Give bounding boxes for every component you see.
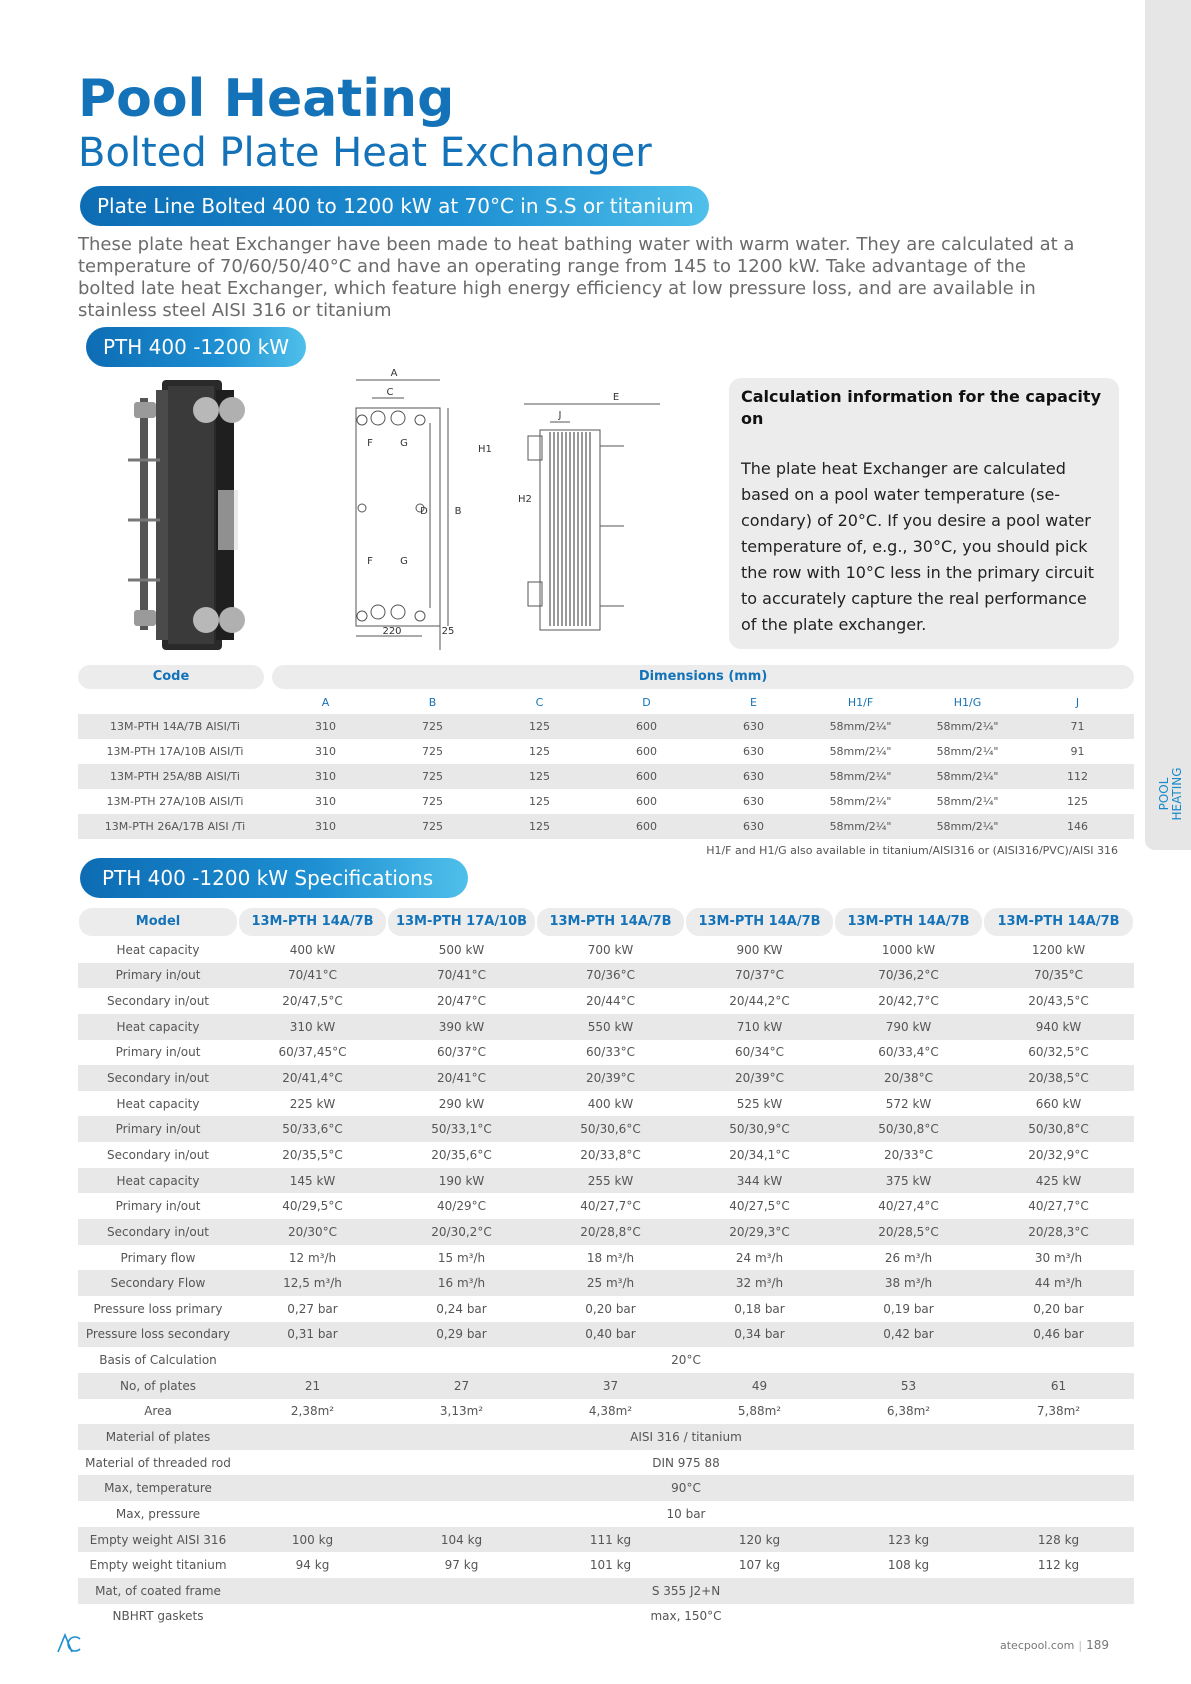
dims-column-header: E	[750, 695, 757, 709]
dimension-cell: 58mm/2¼"	[914, 814, 1021, 839]
spec-value-cell: 225 kW	[289, 1096, 336, 1111]
spec-value-cell: 500 kW	[438, 942, 485, 957]
spec-value-cell: 20/39°C	[685, 1065, 834, 1091]
spec-value-cell: 24 m³/h	[735, 1250, 784, 1265]
drawing-label-h1: H1	[478, 444, 492, 455]
spec-value-cell: 30 m³/h	[1034, 1250, 1083, 1265]
spec-value-cell: 111 kg	[536, 1527, 685, 1553]
spec-shared-value-cell: 20°C	[671, 1353, 701, 1368]
spec-value-cell: 7,38m²	[1036, 1404, 1081, 1419]
table-row	[78, 1245, 1134, 1271]
table-row	[78, 1168, 1134, 1194]
spec-value-cell: 70/41°C	[387, 963, 536, 989]
dimension-cell: 125	[486, 764, 593, 789]
footer-url: atecpool.com	[1000, 1639, 1075, 1652]
dims-column-header: B	[428, 695, 437, 709]
dimension-cell: 725	[379, 714, 486, 739]
dimension-cell: 600	[593, 714, 700, 739]
dimensions-table	[78, 664, 1134, 839]
spec-value-cell: 310 kW	[238, 1014, 387, 1040]
dimension-cell: 630	[743, 795, 764, 808]
table-row	[78, 1322, 1134, 1348]
dimensions-footnote: H1/F and H1/G also available in titanium/AISI316 or (AISI316/PVC)/AISI 316	[706, 844, 1118, 857]
spec-value-cell: 3,13m²	[439, 1404, 484, 1419]
spec-value-cell: 40/27,7°C	[580, 1199, 641, 1214]
side-tab-label-wrap	[1157, 752, 1184, 836]
dims-column-header: D	[642, 695, 651, 709]
spec-value-cell: 572 kW	[885, 1096, 932, 1111]
dims-blank-header	[78, 690, 272, 714]
spec-value-cell: 20/38°C	[834, 1065, 983, 1091]
spec-label-cell: Material of threaded rod	[85, 1455, 231, 1470]
spec-shared-value-cell: 90°C	[238, 1475, 1134, 1501]
spec-shared-value-cell: max, 150°C	[650, 1609, 722, 1624]
spec-value-cell: 70/36,2°C	[834, 963, 983, 989]
dims-column-header: H1/F	[847, 695, 874, 709]
dimension-cell: 58mm/2¼"	[936, 795, 999, 808]
spec-value-cell: 20/38,5°C	[983, 1065, 1134, 1091]
table-row	[78, 1578, 1134, 1604]
spec-value-cell: 20/47,5°C	[282, 994, 343, 1009]
dims-column-header: A	[321, 695, 330, 709]
model-column-header: 13M-PTH 14A/7B	[537, 908, 684, 936]
spec-value-cell: 5,88m²	[737, 1404, 782, 1419]
dimension-cell: 125	[486, 814, 593, 839]
spec-value-cell: 20/32,9°C	[1028, 1147, 1089, 1162]
spec-value-cell: 20/44°C	[586, 994, 635, 1009]
spec-label-cell: Pressure loss secondary	[78, 1322, 238, 1348]
spec-value-cell: 123 kg	[834, 1527, 983, 1553]
table-row	[78, 1142, 1134, 1168]
footer	[1000, 1638, 1109, 1652]
spec-value-cell: 4,38m²	[588, 1404, 633, 1419]
spec-value-cell: 0,34 bar	[685, 1322, 834, 1348]
spec-value-cell: 400 kW	[587, 1096, 634, 1111]
spec-label-cell: Empty weight titanium	[89, 1558, 227, 1573]
dimension-cell: 58mm/2¼"	[807, 814, 914, 839]
dimension-cell: 58mm/2¼"	[807, 714, 914, 739]
spec-value-cell: 104 kg	[387, 1527, 536, 1553]
table-row	[78, 764, 1134, 789]
table-row	[78, 1424, 1134, 1450]
spec-shared-value-cell: AISI 316 / titanium	[238, 1424, 1134, 1450]
dimension-cell: 310	[272, 764, 379, 789]
dimension-cell: 630	[700, 714, 807, 739]
model-code-cell: 13M-PTH 27A/10B AISI/Ti	[106, 795, 244, 808]
info-body: The plate heat Exchanger are calculated based on a pool water temperature (se-condary) of 20°C. If you desire a pool water temperature of, e.g., 30°C, you should pick the row with 10°C less in the primary circuit to accurately capture the real performance of the plate exchanger.	[741, 459, 1095, 634]
spec-value-cell: 0,18 bar	[734, 1301, 785, 1316]
dims-column-header: C	[535, 695, 544, 709]
table-row	[78, 714, 1134, 739]
drawing-label-f-bottom: F	[367, 556, 373, 567]
spec-value-cell: 40/29,5°C	[282, 1199, 343, 1214]
spec-value-cell: 0,20 bar	[1033, 1301, 1084, 1316]
table-row	[78, 1270, 1134, 1296]
intro-paragraph: These plate heat Exchanger have been made to heat bathing water with warm water. They are calculated at a temperature of 70/60/50/40°C and have an operating range from 145 to 1200 kW. Take advantage of the bolted late heat Exchanger, which feature high energy efficiency at low pressure loss, and are available in stainless steel AISI 316 or titanium	[78, 234, 1075, 321]
spec-label-cell: Heat capacity	[78, 1014, 238, 1040]
spec-value-cell: 20/29,3°C	[685, 1219, 834, 1245]
spec-value-cell: 20/30°C	[238, 1219, 387, 1245]
table-row	[78, 988, 1134, 1014]
spec-value-cell: 900 KW	[736, 942, 783, 957]
spec-value-cell: 32 m³/h	[685, 1270, 834, 1296]
spec-label-cell: Secondary in/out	[107, 994, 209, 1009]
table-row	[78, 1219, 1134, 1245]
spec-value-cell: 49	[685, 1373, 834, 1399]
table-row	[78, 963, 1134, 989]
drawing-label-25: 25	[441, 626, 455, 637]
spec-value-cell: 790 kW	[834, 1014, 983, 1040]
spec-label-cell: Primary in/out	[115, 1045, 201, 1060]
dimension-cell: 71	[1021, 714, 1134, 739]
spec-value-cell: 108 kg	[887, 1558, 930, 1573]
dimension-cell: 310	[272, 714, 379, 739]
spec-value-cell: 37	[536, 1373, 685, 1399]
info-title: Calculation information for the capacity on	[741, 387, 1101, 428]
table-row	[78, 937, 1134, 963]
spec-label-cell: Primary in/out	[78, 1116, 238, 1142]
spec-value-cell: 53	[834, 1373, 983, 1399]
spec-label-cell: Area	[144, 1404, 172, 1419]
drawing-label-d: D	[420, 506, 428, 517]
spec-value-cell: 0,42 bar	[834, 1322, 983, 1348]
dimension-cell: 725	[379, 764, 486, 789]
table-row	[78, 789, 1134, 814]
spec-label-cell: Secondary in/out	[78, 1219, 238, 1245]
spec-value-cell: 710 kW	[685, 1014, 834, 1040]
spec-label-cell: Secondary Flow	[78, 1270, 238, 1296]
dimension-cell: 310	[272, 814, 379, 839]
spec-shared-value-cell: 10 bar	[666, 1506, 706, 1521]
model-code-cell: 13M-PTH 25A/8B AISI/Ti	[78, 764, 272, 789]
model-column-header: 13M-PTH 17A/10B	[388, 908, 535, 936]
spec-value-cell: 0,29 bar	[387, 1322, 536, 1348]
spec-value-cell: 27	[387, 1373, 536, 1399]
spec-value-cell: 6,38m²	[886, 1404, 931, 1419]
dimension-cell: 146	[1021, 814, 1134, 839]
table-row	[78, 1475, 1134, 1501]
dimension-cell: 58mm/2¼"	[936, 745, 999, 758]
model-header: Model	[79, 908, 237, 936]
product-photo	[120, 380, 270, 650]
spec-label-cell: Pressure loss primary	[93, 1301, 223, 1316]
side-dimension-drawing	[478, 386, 670, 650]
model-column-header: 13M-PTH 14A/7B	[686, 908, 833, 936]
spec-value-cell: 2,38m²	[290, 1404, 335, 1419]
spec-label-cell: Mat, of coated frame	[78, 1578, 238, 1604]
dimension-cell: 600	[636, 795, 657, 808]
drawing-label-g-top: G	[400, 438, 408, 449]
spec-shared-value-cell: DIN 975 88	[652, 1455, 720, 1470]
dimension-cell: 58mm/2¼"	[807, 764, 914, 789]
spec-value-cell: 20/39°C	[536, 1065, 685, 1091]
drawing-label-c: C	[386, 387, 394, 398]
spec-value-cell: 20/34,1°C	[729, 1147, 790, 1162]
spec-value-cell: 70/35°C	[983, 963, 1134, 989]
spec-value-cell: 375 kW	[834, 1168, 983, 1194]
spec-value-cell: 40/27,5°C	[729, 1199, 790, 1214]
spec-value-cell: 20/41°C	[387, 1065, 536, 1091]
model-code-cell: 13M-PTH 17A/10B AISI/Ti	[106, 745, 244, 758]
table-row	[78, 1040, 1134, 1066]
spec-value-cell: 12,5 m³/h	[238, 1270, 387, 1296]
spec-value-cell: 660 kW	[1035, 1096, 1082, 1111]
spec-label-cell: Heat capacity	[116, 1096, 200, 1111]
spec-value-cell: 40/27,7°C	[1028, 1199, 1089, 1214]
spec-value-cell: 101 kg	[589, 1558, 632, 1573]
spec-value-cell: 190 kW	[387, 1168, 536, 1194]
spec-value-cell: 425 kW	[983, 1168, 1134, 1194]
spec-value-cell: 21	[238, 1373, 387, 1399]
dimension-cell: 600	[636, 745, 657, 758]
spec-value-cell: 20/35,5°C	[282, 1147, 343, 1162]
spec-value-cell: 128 kg	[983, 1527, 1134, 1553]
dimension-cell: 725	[422, 795, 443, 808]
spec-label-cell: Basis of Calculation	[99, 1353, 217, 1368]
spec-value-cell: 20/35,6°C	[431, 1147, 492, 1162]
spec-value-cell: 25 m³/h	[536, 1270, 685, 1296]
calculation-info-box	[729, 378, 1119, 649]
spec-value-cell: 50/30,8°C	[834, 1116, 983, 1142]
spec-value-cell: 50/33,6°C	[238, 1116, 387, 1142]
spec-value-cell: 400 kW	[289, 942, 336, 957]
section-heading-specifications: PTH 400 -1200 kW Specifications	[80, 858, 468, 898]
spec-value-cell: 0,24 bar	[436, 1301, 487, 1316]
table-row	[78, 1501, 1134, 1527]
dimension-cell: 600	[593, 764, 700, 789]
range-banner: Plate Line Bolted 400 to 1200 kW at 70°C in S.S or titanium	[80, 186, 709, 226]
spec-value-cell: 255 kW	[536, 1168, 685, 1194]
spec-value-cell: 0,19 bar	[883, 1301, 934, 1316]
model-column-header: 13M-PTH 14A/7B	[239, 908, 386, 936]
dimension-cell: 58mm/2¼"	[829, 795, 892, 808]
dimension-cell: 125	[486, 714, 593, 739]
spec-label-cell: NBHRT gaskets	[112, 1609, 204, 1624]
spec-value-cell: 38 m³/h	[834, 1270, 983, 1296]
spec-value-cell: 700 kW	[587, 942, 634, 957]
spec-value-cell: 60/37,45°C	[278, 1045, 347, 1060]
spec-value-cell: 61	[983, 1373, 1134, 1399]
dimension-cell: 630	[700, 764, 807, 789]
dimension-cell: 58mm/2¼"	[829, 745, 892, 758]
front-dimension-drawing	[348, 368, 498, 650]
spec-value-cell: 20/42,7°C	[878, 994, 939, 1009]
table-row	[78, 1014, 1134, 1040]
table-row	[78, 1193, 1134, 1219]
side-tab-label: POOL HEATING	[1157, 767, 1184, 821]
spec-value-cell: 94 kg	[295, 1558, 330, 1573]
dims-column-header: H1/G	[953, 695, 982, 709]
spec-value-cell: 70/41°C	[238, 963, 387, 989]
footer-separator: |	[1078, 1639, 1083, 1652]
spec-value-cell: 60/33,4°C	[878, 1045, 939, 1060]
spec-label-cell: Empty weight AISI 316	[78, 1527, 238, 1553]
spec-label-cell: No, of plates	[78, 1373, 238, 1399]
spec-label-cell: Secondary in/out	[107, 1147, 209, 1162]
dimension-cell: 725	[379, 814, 486, 839]
dimension-cell: 600	[593, 814, 700, 839]
spec-label-cell: Primary in/out	[78, 963, 238, 989]
spec-value-cell: 18 m³/h	[586, 1250, 635, 1265]
spec-value-cell: 290 kW	[438, 1096, 485, 1111]
spec-value-cell: 0,20 bar	[585, 1301, 636, 1316]
table-row	[78, 1552, 1134, 1578]
spec-value-cell: 40/29°C	[437, 1199, 486, 1214]
spec-value-cell: 50/33,1°C	[387, 1116, 536, 1142]
table-row	[78, 1399, 1134, 1425]
model-code-cell: 13M-PTH 26A/17B AISI /Ti	[78, 814, 272, 839]
spec-label-cell: Heat capacity	[78, 1168, 238, 1194]
spec-value-cell: 390 kW	[387, 1014, 536, 1040]
spec-label-cell: Primary in/out	[115, 1199, 201, 1214]
dimension-cell: 125	[529, 795, 550, 808]
table-row	[78, 1373, 1134, 1399]
spec-value-cell: 0,31 bar	[238, 1322, 387, 1348]
spec-value-cell: 20/28,8°C	[536, 1219, 685, 1245]
spec-value-cell: 15 m³/h	[437, 1250, 486, 1265]
page-subtitle: Bolted Plate Heat Exchanger	[78, 130, 652, 176]
dimension-cell: 725	[422, 745, 443, 758]
spec-value-cell: 107 kg	[738, 1558, 781, 1573]
spec-value-cell: 112 kg	[1037, 1558, 1080, 1573]
drawing-label-220: 220	[382, 626, 402, 637]
table-row	[78, 1450, 1134, 1476]
spec-shared-value-cell: S 355 J2+N	[238, 1578, 1134, 1604]
spec-value-cell: 0,40 bar	[536, 1322, 685, 1348]
spec-value-cell: 50/30,8°C	[983, 1116, 1134, 1142]
spec-label-cell: Primary flow	[120, 1250, 196, 1265]
table-row	[78, 1116, 1134, 1142]
spec-value-cell: 145 kW	[238, 1168, 387, 1194]
company-logo	[56, 1632, 82, 1654]
spec-label-cell: Max, temperature	[78, 1475, 238, 1501]
spec-value-cell: 50/30,6°C	[536, 1116, 685, 1142]
model-code-cell: 13M-PTH 14A/7B AISI/Ti	[78, 714, 272, 739]
spec-value-cell: 20/33,8°C	[580, 1147, 641, 1162]
drawing-label-h2: H2	[518, 494, 532, 505]
spec-value-cell: 1200 kW	[1031, 942, 1086, 957]
drawing-label-b: B	[454, 506, 462, 517]
spec-label-cell: Secondary in/out	[78, 1065, 238, 1091]
table-row	[78, 814, 1134, 839]
spec-value-cell: 20/33°C	[884, 1147, 933, 1162]
spec-value-cell: 16 m³/h	[387, 1270, 536, 1296]
table-row	[78, 1527, 1134, 1553]
spec-label-cell: Material of plates	[78, 1424, 238, 1450]
spec-value-cell: 0,27 bar	[287, 1301, 338, 1316]
spec-value-cell: 60/34°C	[735, 1045, 784, 1060]
table-row	[78, 1065, 1134, 1091]
dimension-cell: 112	[1021, 764, 1134, 789]
spec-value-cell: 100 kg	[238, 1527, 387, 1553]
spec-value-cell: 40/27,4°C	[878, 1199, 939, 1214]
spec-value-cell: 70/37°C	[685, 963, 834, 989]
spec-value-cell: 60/37°C	[437, 1045, 486, 1060]
spec-value-cell: 97 kg	[444, 1558, 479, 1573]
dimension-cell: 310	[315, 795, 336, 808]
spec-label-cell: Heat capacity	[116, 942, 200, 957]
spec-value-cell: 70/36°C	[536, 963, 685, 989]
dimension-cell: 125	[529, 745, 550, 758]
dimensions-header: Dimensions (mm)	[272, 665, 1134, 689]
drawing-label-g-bottom: G	[400, 556, 408, 567]
dimension-cell: 630	[743, 745, 764, 758]
spec-value-cell: 20/28,5°C	[834, 1219, 983, 1245]
page-title: Pool Heating	[78, 69, 455, 129]
spec-label-cell: Max, pressure	[115, 1506, 201, 1521]
spec-value-cell: 1000 kW	[881, 942, 936, 957]
spec-value-cell: 344 kW	[685, 1168, 834, 1194]
dimension-cell: 310	[315, 745, 336, 758]
spec-value-cell: 940 kW	[983, 1014, 1134, 1040]
dimension-cell: 125	[1067, 795, 1089, 808]
spec-value-cell: 44 m³/h	[983, 1270, 1134, 1296]
drawing-label-a: A	[390, 368, 398, 379]
spec-value-cell: 20/30,2°C	[387, 1219, 536, 1245]
spec-value-cell: 20/28,3°C	[983, 1219, 1134, 1245]
drawing-label-j: J	[558, 410, 562, 421]
specifications-table	[78, 907, 1134, 1629]
spec-value-cell: 20/43,5°C	[1028, 994, 1089, 1009]
spec-value-cell: 26 m³/h	[884, 1250, 933, 1265]
drawing-label-f-top: F	[367, 438, 373, 449]
spec-value-cell: 60/33°C	[586, 1045, 635, 1060]
code-header: Code	[78, 665, 264, 689]
spec-value-cell: 20/41,4°C	[238, 1065, 387, 1091]
table-row	[78, 739, 1134, 764]
dimension-cell: 58mm/2¼"	[914, 764, 1021, 789]
spec-value-cell: 12 m³/h	[288, 1250, 337, 1265]
page-number: 189	[1086, 1638, 1109, 1652]
spec-value-cell: 525 kW	[736, 1096, 783, 1111]
table-row	[78, 1604, 1134, 1630]
dims-column-header: J	[1075, 695, 1080, 709]
spec-value-cell: 20/47°C	[437, 994, 486, 1009]
model-column-header: 13M-PTH 14A/7B	[984, 908, 1133, 936]
model-column-header: 13M-PTH 14A/7B	[835, 908, 982, 936]
side-tab	[1145, 0, 1191, 850]
dimension-cell: 630	[700, 814, 807, 839]
spec-value-cell: 0,46 bar	[983, 1322, 1134, 1348]
spec-value-cell: 60/32,5°C	[1028, 1045, 1089, 1060]
spec-value-cell: 20/44,2°C	[729, 994, 790, 1009]
dimension-cell: 58mm/2¼"	[914, 714, 1021, 739]
table-row	[78, 1296, 1134, 1322]
drawing-label-e: E	[612, 392, 620, 403]
section-heading-models: PTH 400 -1200 kW	[86, 327, 306, 367]
spec-value-cell: 50/30,9°C	[685, 1116, 834, 1142]
table-row	[78, 1347, 1134, 1373]
spec-value-cell: 550 kW	[536, 1014, 685, 1040]
table-row	[78, 1091, 1134, 1117]
dimension-cell: 91	[1070, 745, 1085, 758]
spec-value-cell: 120 kg	[685, 1527, 834, 1553]
